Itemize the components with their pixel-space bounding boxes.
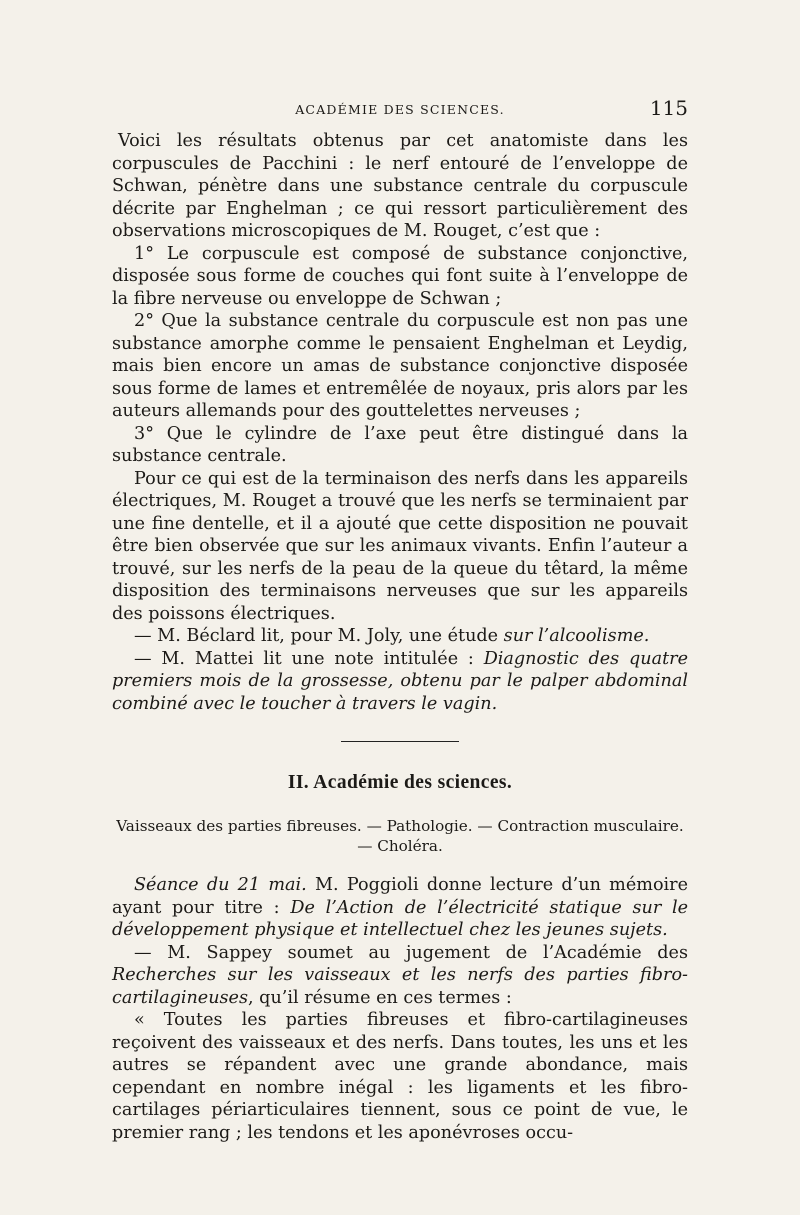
book-page	[112, 96, 688, 1144]
paragraph: 2° Que la substance centrale du corpuscule est non pas une substance amorphe comme le pensaient Enghelman et Leydig, mais bien encore un amas de substance conjonctive disposée sous forme de lames et entremêlée de noyaux, pris alors par les auteurs allemands pour des gouttelettes nerveuses ;	[112, 311, 688, 421]
paragraph-text: — M. Sappey soumet au jugement de l’Académie des	[134, 942, 688, 963]
paragraph	[112, 625, 688, 648]
session-date: Séance du 21 mai.	[134, 875, 307, 895]
paragraph-text: M. Poggioli donne lecture d’un mémoire ayant pour titre :	[112, 875, 688, 918]
paragraph-italic: Recherches sur les vaisseaux et les nerfs des parties fibro-cartilagineuses	[112, 965, 688, 1008]
body-text-top	[112, 130, 688, 715]
paragraph: 1° Le corpuscule est composé de substance conjonctive, disposée sous forme de couches qui font suite à l’enveloppe de la fibre nerveuse ou enveloppe de Schwan ;	[112, 243, 688, 309]
body-text-bottom	[112, 874, 688, 1144]
running-head	[112, 96, 688, 120]
paragraph-italic: sur l’alcoolisme.	[503, 626, 650, 646]
paragraph-text: , qu’il résume en ces termes :	[248, 987, 512, 1008]
paragraph	[112, 874, 688, 942]
running-head-title: ACADÉMIE DES SCIENCES.	[295, 102, 505, 117]
paragraph	[112, 942, 688, 1010]
paragraph-text: — M. Mattei lit une note intitulée :	[134, 648, 484, 669]
paragraph	[112, 648, 688, 716]
section-summary: Vaisseaux des parties fibreuses. — Pathologie. — Contraction musculaire. — Choléra.	[116, 817, 684, 855]
paragraph-italic: Diagnostic des quatre premiers mois de la grossesse, obtenu par le palper abdominal combiné avec le toucher à travers le vagin.	[112, 648, 688, 714]
page-number: 115	[649, 96, 688, 120]
paragraph-text: — M. Béclard lit, pour M. Joly, une étude	[134, 626, 504, 646]
section-heading: II. Académie des sciences.	[287, 772, 513, 793]
paragraph: « Toutes les parties fibreuses et fibro-cartilagineuses reçoivent des vaisseaux et des nerfs. Dans toutes, les uns et les autres se répandent avec une grande abondance, mais cependant en nombre inégal : les ligaments et les fibro-cartilages périarticulaires tiennent, sous ce point de vue, le premier rang ; les tendons et les aponévroses occu-	[112, 1010, 688, 1143]
section-divider	[341, 741, 459, 742]
paragraph: Pour ce qui est de la terminaison des nerfs dans les appareils électriques, M. Rouget a trouvé que les nerfs se terminaient par une fine dentelle, et il a ajouté que cette disposition ne pouvait être bien observée que sur les animaux vivants. Enfin l’auteur a trouvé, sur les nerfs de la peau de la queue du têtard, la même disposition des terminaisons nerveuses que sur les appareils des poissons électriques.	[112, 468, 688, 624]
paragraph-italic: De l’Action de l’électricité statique sur le développement physique et intellectuel chez les jeunes sujets.	[112, 897, 688, 940]
paragraph: 3° Que le cylindre de l’axe peut être distingué dans la substance centrale.	[112, 423, 688, 466]
paragraph: Voici les résultats obtenus par cet anatomiste dans les corpuscules de Pacchini : le nerf entouré de l’enveloppe de Schwan, pénètre dans une substance centrale du corpuscule décrite par Enghelman ; ce qui ressort particulièrement des observations microscopiques de M. Rouget, c’est que :	[112, 131, 688, 241]
